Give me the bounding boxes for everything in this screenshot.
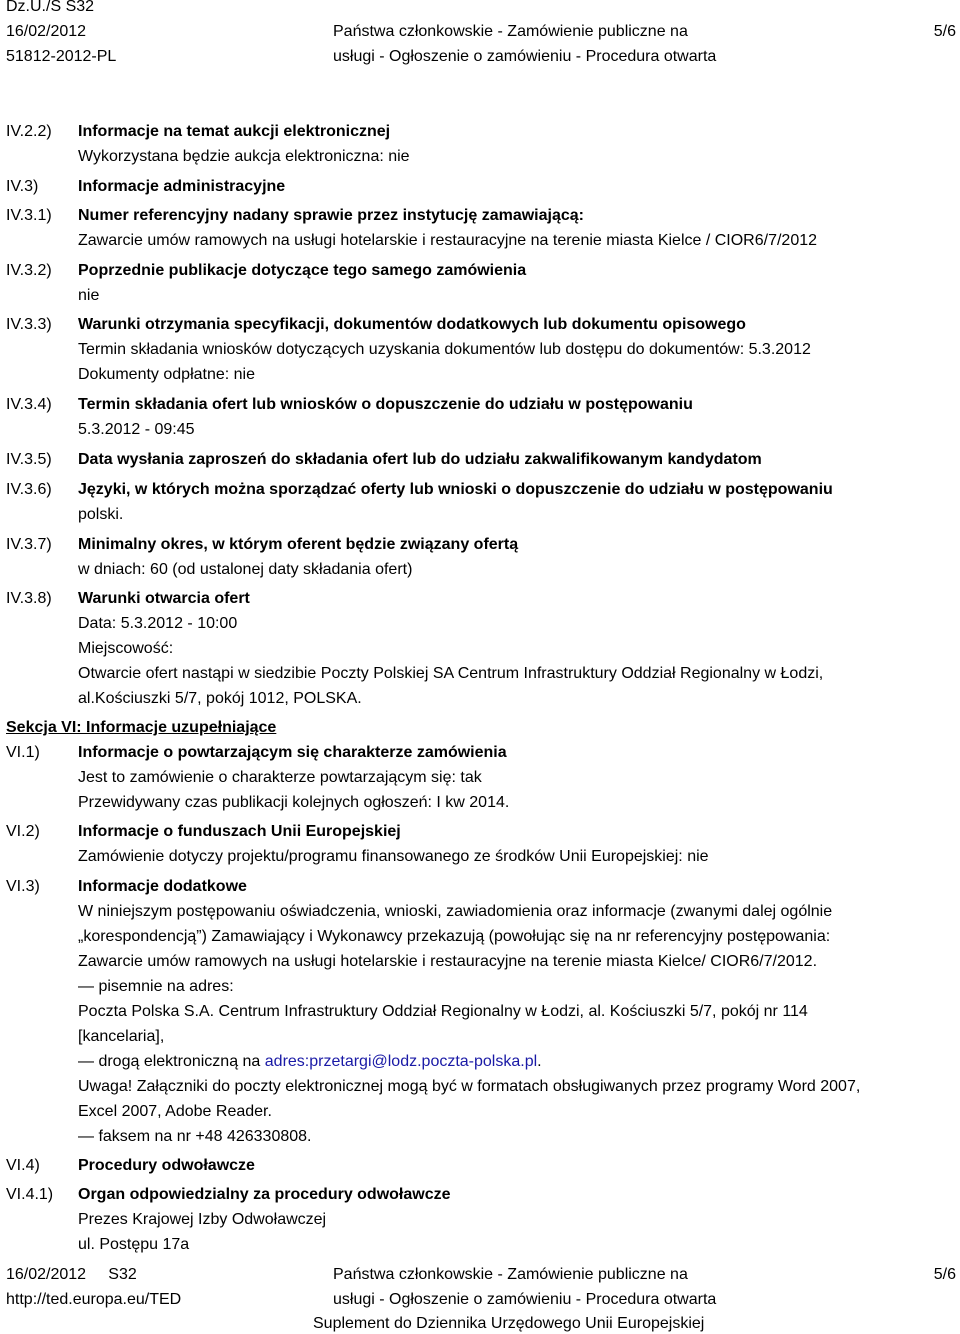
- appeal-body-heading: Organ odpowiedzialny za procedury odwoławcze: [78, 1186, 451, 1203]
- additional-line: Uwaga! Załączniki do poczty elektronicznej mogą być w formatach obsługiwanych przez programy Word 2007,: [78, 1078, 861, 1095]
- email-prefix: — drogą elektroniczną na: [78, 1053, 265, 1070]
- label-iv-3-8: IV.3.8): [6, 590, 52, 607]
- deadline-heading: Termin składania ofert lub wniosków o dopuszczenie do udziału w postępowaniu: [78, 396, 693, 413]
- label-vi-3: VI.3): [6, 878, 40, 895]
- min-period-text: w dniach: 60 (od ustalonej daty składania ofert): [78, 561, 413, 578]
- email-link[interactable]: adres:przetargi@lodz.poczta-polska.pl: [264, 1053, 538, 1070]
- spec-text-1: Termin składania wniosków dotyczących uzyskania dokumentów lub dostępu do dokumentów: 5.3.2012: [78, 341, 811, 358]
- ref-text: Zawarcie umów ramowych na usługi hotelarskie i restauracyjne na terenie miasta Kielce / CIOR6/7/2012: [78, 232, 818, 249]
- label-iv-3: IV.3): [6, 178, 39, 195]
- footer-title-line1: Państwa członkowskie - Zamówienie publiczne na: [333, 1266, 688, 1283]
- recurring-heading: Informacje o powtarzającym się charakterze zamówienia: [78, 744, 507, 761]
- label-iv-3-2: IV.3.2): [6, 262, 52, 279]
- label-vi-1: VI.1): [6, 744, 40, 761]
- header-date: 16/02/2012: [6, 23, 87, 40]
- label-iv-3-4: IV.3.4): [6, 396, 52, 413]
- additional-line: Poczta Polska S.A. Centrum Infrastruktury Oddział Regionalny w Łodzi, al. Kościuszki 5/7, pokój nr 114: [78, 1003, 808, 1020]
- label-iv-3-6: IV.3.6): [6, 481, 52, 498]
- auction-text: Wykorzystana będzie aukcja elektroniczna: nie: [78, 148, 410, 165]
- opening-place-label: Miejscowość:: [78, 640, 174, 657]
- footer-url[interactable]: http://ted.europa.eu/TED: [6, 1291, 182, 1308]
- opening-place-text-1: Otwarcie ofert nastąpi w siedzibie Poczty Polskiej SA Centrum Infrastruktury Oddział Regionalny w Łodzi,: [78, 665, 824, 682]
- auction-heading: Informacje na temat aukcji elektronicznej: [78, 123, 391, 140]
- min-period-heading: Minimalny okres, w którym oferent będzie związany ofertą: [78, 536, 519, 553]
- label-vi-2: VI.2): [6, 823, 40, 840]
- notice-id: 51812-2012-PL: [6, 48, 117, 65]
- header-title-line2: usługi - Ogłoszenie o zamówieniu - Procedura otwarta: [333, 48, 717, 65]
- additional-line: Zawarcie umów ramowych na usługi hotelarskie i restauracyjne na terenie miasta Kielce/ CIOR6/7/2012.: [78, 953, 818, 970]
- email-suffix: .: [537, 1053, 542, 1070]
- prev-pub-text: nie: [78, 287, 100, 304]
- journal-ref: Dz.U./S S32: [6, 0, 95, 15]
- eu-funds-text: Zamówienie dotyczy projektu/programu finansowanego ze środków Unii Europejskiej: nie: [78, 848, 709, 865]
- footer-date-issue: 16/02/2012 S32: [6, 1266, 137, 1283]
- additional-line: — pisemnie na adres:: [78, 978, 234, 995]
- appeal-body-text-1: Prezes Krajowej Izby Odwoławczej: [78, 1211, 327, 1228]
- label-iv-3-3: IV.3.3): [6, 316, 52, 333]
- additional-heading: Informacje dodatkowe: [78, 878, 247, 895]
- recurring-text-2: Przewidywany czas publikacji kolejnych ogłoszeń: I kw 2014.: [78, 794, 510, 811]
- additional-line: W niniejszym postępowaniu oświadczenia, wnioski, zawiadomienia oraz informacje (zwanymi dalej ogólnie: [78, 903, 833, 920]
- section-vi-title: Sekcja VI: Informacje uzupełniające: [6, 719, 277, 736]
- label-vi-4: VI.4): [6, 1157, 40, 1174]
- label-iv-2-2: IV.2.2): [6, 123, 52, 140]
- footer-page-number: 5/6: [933, 1266, 956, 1283]
- opening-place-text-2: al.Kościuszki 5/7, pokój 1012, POLSKA.: [78, 690, 362, 707]
- spec-heading: Warunki otrzymania specyfikacji, dokumentów dodatkowych lub dokumentu opisowego: [78, 316, 746, 333]
- label-iv-3-1: IV.3.1): [6, 207, 52, 224]
- label-iv-3-5: IV.3.5): [6, 451, 52, 468]
- additional-line: „korespondencją”) Zamawiający i Wykonawcy przekazują (powołując się na nr referencyjny postępowania:: [78, 928, 831, 945]
- additional-line: Excel 2007, Adobe Reader.: [78, 1103, 272, 1120]
- ref-heading: Numer referencyjny nadany sprawie przez instytucję zamawiającą:: [78, 207, 584, 224]
- header-page-number: 5/6: [933, 23, 956, 40]
- appeal-body-text-2: ul. Postępu 17a: [78, 1236, 190, 1253]
- footer-title-line3: Suplement do Dziennika Urzędowego Unii Europejskiej: [313, 1315, 705, 1332]
- prev-pub-heading: Poprzednie publikacje dotyczące tego samego zamówienia: [78, 262, 527, 279]
- deadline-text: 5.3.2012 - 09:45: [78, 421, 195, 438]
- admin-heading: Informacje administracyjne: [78, 178, 286, 195]
- opening-date: Data: 5.3.2012 - 10:00: [78, 615, 238, 632]
- footer-title-line2: usługi - Ogłoszenie o zamówieniu - Procedura otwarta: [333, 1291, 717, 1308]
- lang-text: polski.: [78, 506, 124, 523]
- label-iv-3-7: IV.3.7): [6, 536, 52, 553]
- eu-funds-heading: Informacje o funduszach Unii Europejskiej: [78, 823, 401, 840]
- additional-line: — faksem na nr +48 426330808.: [78, 1128, 312, 1145]
- lang-heading: Języki, w których można sporządzać oferty lub wnioski o dopuszczenie do udziału w postępowaniu: [78, 481, 833, 498]
- appeal-heading: Procedury odwoławcze: [78, 1157, 255, 1174]
- opening-heading: Warunki otwarcia ofert: [78, 590, 250, 607]
- label-vi-4-1: VI.4.1): [6, 1186, 54, 1203]
- spec-text-2: Dokumenty odpłatne: nie: [78, 366, 255, 383]
- invitation-heading: Data wysłania zaproszeń do składania ofert lub do udziału zakwalifikowanym kandydatom: [78, 451, 762, 468]
- recurring-text-1: Jest to zamówienie o charakterze powtarzającym się: tak: [78, 769, 482, 786]
- additional-line: [kancelaria],: [78, 1028, 165, 1045]
- header-title-line1: Państwa członkowskie - Zamówienie publiczne na: [333, 23, 688, 40]
- email-line: [78, 1052, 542, 1072]
